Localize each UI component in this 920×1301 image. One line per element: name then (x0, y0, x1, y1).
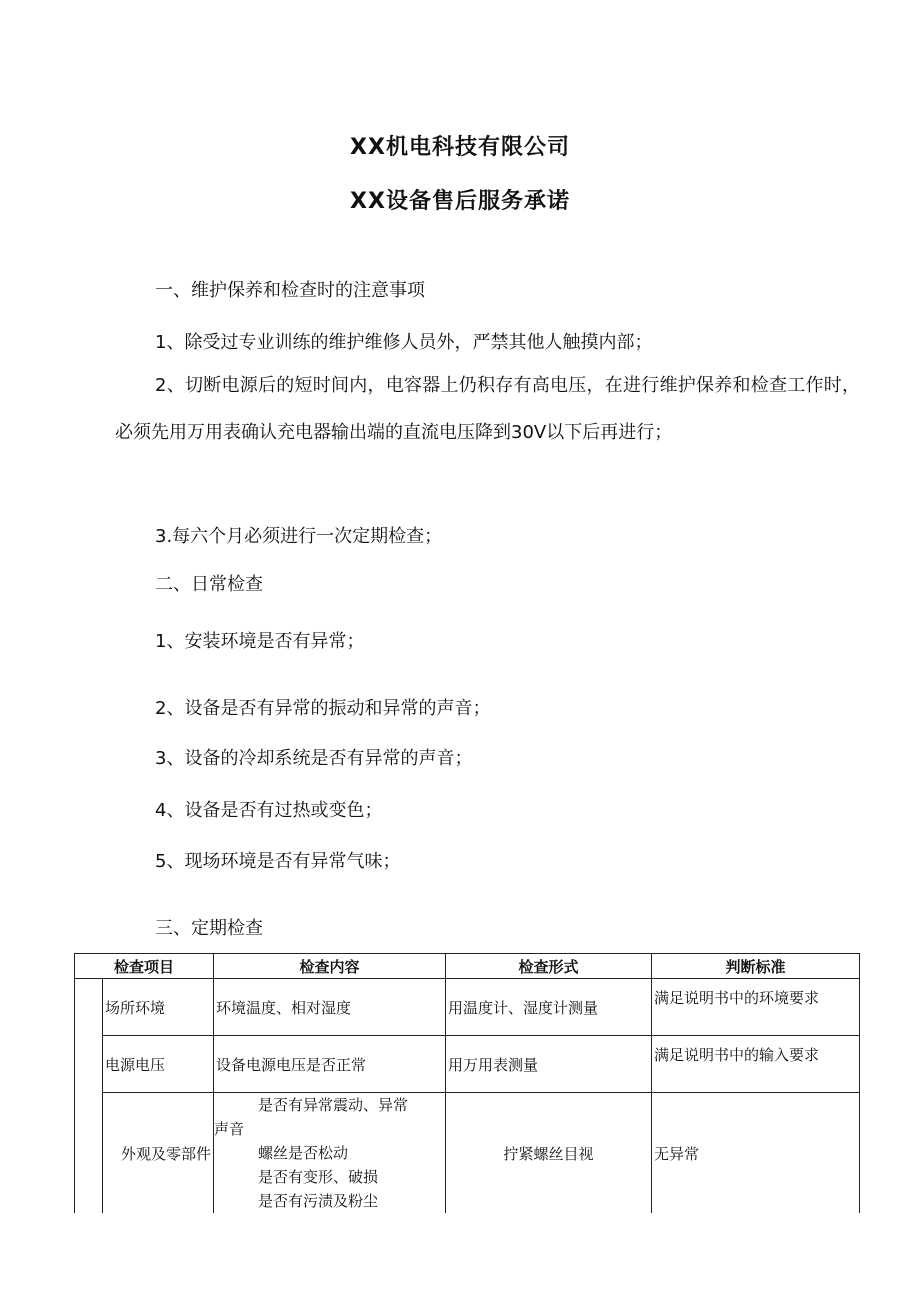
cell-standard: 无异常 (652, 1093, 860, 1214)
cell-content: 设备电源电压是否正常 (214, 1036, 446, 1093)
cell-form: 用温度计、湿度计测量 (446, 979, 652, 1036)
cell-standard: 满足说明书中的输入要求 (652, 1036, 860, 1093)
section2-item-3: 3、设备的冷却系统是否有异常的声音； (155, 748, 473, 769)
table-row (75, 1093, 860, 1214)
section2-item-4: 4、设备是否有过热或变色； (155, 800, 383, 821)
section1-item-2: 2、切断电源后的短时间内，电容器上仍积存有高电压，在进行维护保养和检查工作时，必须先用万用表确认充电器输出端的直流电压降到30V以下后再进行； (115, 375, 860, 443)
section1-item-3: 3.每六个月必须进行一次定期检查； (155, 526, 443, 547)
section3-heading: 三、定期检查 (155, 918, 263, 939)
blank-cell (75, 979, 103, 1214)
company-name: XX机电科技有限公司 (350, 135, 570, 160)
header-content: 检查内容 (214, 954, 446, 979)
content-line: 声音 (214, 1120, 245, 1138)
table-header-row (75, 954, 860, 979)
table-row (75, 979, 860, 1036)
cell-standard: 满足说明书中的环境要求 (652, 979, 860, 1036)
header-item: 检查项目 (75, 954, 214, 979)
section2-item-2: 2、设备是否有异常的振动和异常的声音； (155, 698, 491, 719)
cell-item: 外观及零部件 (103, 1093, 214, 1214)
periodic-check-table (74, 953, 860, 1213)
cell-form: 用万用表测量 (446, 1036, 652, 1093)
section2-item-1: 1、安装环境是否有异常； (155, 631, 365, 652)
cell-content (214, 1093, 446, 1214)
content-line: 是否有污渍及粉尘 (258, 1192, 379, 1210)
content-line: 螺丝是否松动 (258, 1144, 349, 1162)
header-standard: 判断标准 (652, 954, 860, 979)
section1-item-1: 1、除受过专业训练的维护维修人员外，严禁其他人触摸内部； (155, 332, 653, 353)
cell-form: 拧紧螺丝目视 (446, 1093, 652, 1214)
cell-item: 场所环境 (103, 979, 214, 1036)
section2-item-5: 5、现场环境是否有异常气味； (155, 851, 401, 872)
section2-heading: 二、日常检查 (155, 574, 263, 595)
document-title: XX设备售后服务承诺 (350, 189, 570, 214)
cell-item: 电源电压 (103, 1036, 214, 1093)
header-form: 检查形式 (446, 954, 652, 979)
cell-content: 环境温度、相对湿度 (214, 979, 446, 1036)
table-row (75, 1036, 860, 1093)
section1-heading: 一、维护保养和检查时的注意事项 (155, 280, 425, 301)
content-line: 是否有变形、破损 (258, 1168, 379, 1186)
content-line: 是否有异常震动、异常 (258, 1096, 409, 1114)
